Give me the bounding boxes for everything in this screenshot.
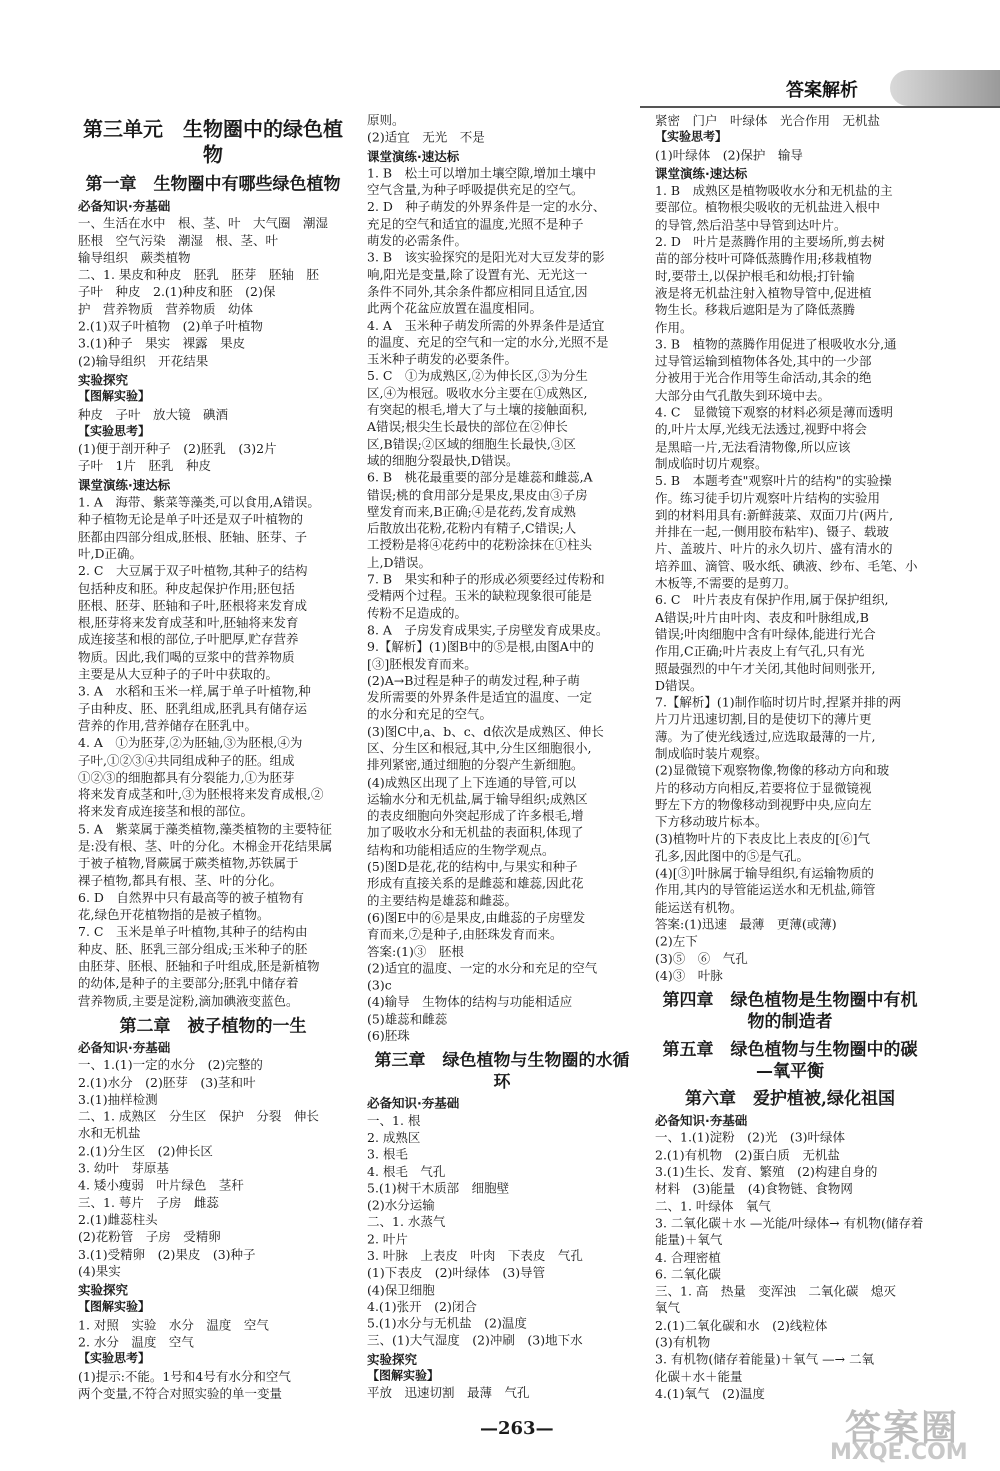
text-line: 片刀片迅速切割,目的是使切下的薄片更 [655, 711, 872, 727]
text-line: (5)图D是花,花的结构中,与果实和种子 [367, 859, 578, 874]
text-line: 种子植物无论是单子叶还是双子叶植物的 [78, 511, 304, 527]
text-line: 9.【解析】(1)图B中的⑤是根,由图A中的 [367, 639, 594, 655]
text-line: 一、生活在水中 根、茎、叶 大气圈 潮湿 [78, 215, 329, 231]
text-line: 野左下方的物像移动到视野中央,应向左 [655, 797, 872, 813]
text-line: 一、1. 根 [367, 1113, 421, 1128]
text-line: A错误;叶片由叶肉、表皮和叶脉组成,B [655, 609, 869, 625]
text-line: 的温度、充足的空气和一定的水分,光照不是 [367, 334, 609, 350]
text-line: 能量)＋氧气 [655, 1232, 723, 1248]
text-line: 培养皿、滴管、吸水纸、碘液、纱布、毛笔、小 [655, 558, 918, 574]
chapter-title: 第三章 绿色植物与生物圈的水循环 [374, 1051, 630, 1093]
text-line: (4)果实 [78, 1263, 121, 1279]
text-line: (1)下表皮 (2)叶绿体 (3)导管 [367, 1265, 546, 1281]
text-line: 6. D 自然界中只有最高等的被子植物有 [78, 890, 304, 905]
text-line: (4)保卫细胞 [367, 1282, 435, 1297]
text-line: 3. 叶脉 上表皮 叶肉 下表皮 气孔 [367, 1248, 583, 1264]
text-line: 2.(1)雌蕊柱头 [78, 1212, 158, 1227]
text-line: 3. 根毛 [367, 1146, 408, 1162]
text-line: 2.(1)二氧化碳和水 (2)线粒体 [655, 1317, 828, 1333]
text-line: 营养物质,主要是淀粉,滴加碘液变蓝色。 [78, 993, 299, 1009]
text-line: 【图解实验】 [78, 1299, 151, 1314]
text-line: 答案:(1)③ 胚根 [367, 943, 464, 959]
text-line: 6. 二氧化碳 [655, 1266, 721, 1282]
text-line: 加了吸收水分和无机盐的表面积,体现了 [367, 825, 584, 841]
chapter-title: 第四章 绿色植物是生物圈中有机物的制造者 [662, 990, 918, 1033]
text-line: (6)图E中的⑥是果皮,由雌蕊的子房壁发 [367, 910, 586, 925]
text-line: 包括种皮和胚。种皮起保护作用;胚包括 [78, 580, 295, 596]
text-line: 苗的部分枝叶可降低蒸腾作用;移栽植物 [655, 251, 872, 267]
text-line: 形成有直接关系的是雌蕊和雄蕊,因此花 [367, 876, 584, 891]
text-line: 4. 矮小瘦弱 叶片绿色 茎秆 [78, 1177, 244, 1193]
text-line: 3. B 植物的蒸腾作用促进了根吸收水分,通 [655, 336, 897, 352]
text-line: 5. A 紫菜属于藻类植物,藻类植物的主要特征 [78, 821, 332, 837]
header-rule [640, 106, 1000, 108]
text-line: 工授粉是将④花药中的花粉涂抹在①柱头 [367, 537, 593, 553]
text-line: 的,叶片太厚,光线无法透过,视野中将会 [655, 422, 867, 437]
chapter-title: 第一章 生物圈中有哪些绿色植物 [85, 174, 341, 195]
text-line: 将来发育成连接茎和根的部位。 [78, 804, 254, 819]
text-line: 营养的作用,营养储存在胚乳中。 [78, 718, 257, 734]
text-line: 两个变量,不符合对照实验的单一变量 [78, 1385, 282, 1401]
text-line: 下方移动玻片标本。 [655, 814, 768, 830]
text-line: 薄。为了使光线透过,应选取最薄的一片, [655, 729, 876, 744]
text-line: 二、1. 水蒸气 [367, 1214, 446, 1230]
text-line: 2. 水分 温度 空气 [78, 1334, 194, 1350]
text-line: 4. C 显微镜下观察的材料必须是薄而透明 [655, 404, 893, 420]
text-line: 3. 有机物(储存着能量)＋氧气 —→ 二氧 [655, 1351, 875, 1367]
text-line: 2. C 大豆属于双子叶植物,其种子的结构 [78, 563, 308, 579]
text-line: 叶,D正确。 [78, 546, 142, 562]
text-line: [③]胚根发育而来。 [367, 656, 477, 671]
text-line: 萌发的必需条件。 [367, 233, 468, 249]
text-line: 6. B 桃花最重要的部分是雄蕊和雌蕊,A [367, 470, 593, 485]
section-heading: 实验探究 [78, 1282, 129, 1298]
column-1 [78, 112, 348, 1402]
text-line: 1. B 松土可以增加土壤空隙,增加土壤中 [367, 165, 597, 181]
text-line: 是黑暗一片,无法看清物像,所以应该 [655, 439, 851, 454]
text-line: (1)叶绿体 (2)保护 输导 [655, 147, 803, 162]
text-line: 4. 根毛 气孔 [367, 1163, 446, 1179]
text-line: 一、1.(1)一定的水分 (2)完整的 [78, 1057, 263, 1073]
text-line: 条件不同外,其余条件都应相同且适宜,因 [367, 284, 588, 299]
text-line: 的主要结构是雄蕊和雌蕊。 [367, 893, 518, 908]
text-line: 【实验思考】 [655, 130, 728, 144]
text-line: 制成临时切片观察。 [655, 456, 768, 471]
text-line: 5. C ①为成熟区,②为伸长区,③为分生 [367, 368, 588, 384]
text-line: 种皮、胚、胚乳三部分组成;玉米种子的胚 [78, 941, 308, 957]
section-heading: 必备知识·夯基础 [78, 1040, 171, 1056]
text-line: 7. B 果实和种子的形成必须要经过传粉和 [367, 571, 605, 587]
text-line: (2)输导组织 开花结果 [78, 353, 209, 369]
text-line: 传粉不足造成的。 [367, 605, 468, 621]
unit-title: 第三单元 生物圈中的绿色植物 [83, 116, 343, 167]
watermark-text: MXQE.COM [830, 1440, 968, 1465]
text-line: 过导管运输到植物体各处,其中的一少部 [655, 353, 872, 369]
text-line: 根,胚芽将来发育成茎和叶,胚轴将来发育 [78, 614, 299, 630]
text-line: 平放 迅速切割 最薄 气孔 [367, 1385, 530, 1401]
text-line: 区,④为根冠。吸收水分主要在①成熟区, [367, 385, 588, 401]
text-line: D错误。 [655, 677, 703, 693]
text-line: 能运送有机物。 [655, 899, 743, 915]
text-line: 育而来,⑦是种子,由胚珠发育而来。 [367, 926, 563, 942]
text-line: 水和无机盐 [78, 1126, 141, 1142]
text-line: 二、1. 叶绿体 氧气 [655, 1198, 771, 1214]
text-line: 排列紧密,通过细胞的分裂产生新细胞。 [367, 757, 584, 773]
section-heading: 必备知识·夯基础 [655, 1113, 748, 1128]
text-line: (1)提示:不能。1号和4号有水分和空气 [78, 1368, 291, 1384]
text-line: 1. B 成熟区是植物吸收水分和无机盐的主 [655, 183, 893, 198]
text-line: 子由种皮、胚、胚乳组成,胚乳具有储存运 [78, 700, 307, 716]
text-line: 花,绿色开花植物指的是被子植物。 [78, 907, 270, 923]
text-line: 【实验思考】 [78, 1351, 151, 1366]
text-line: 物生长。移栽后遮阳是为了降低蒸腾 [655, 302, 856, 318]
text-line: 的幼体,是种子的主要部分;胚乳中储存着 [78, 975, 299, 991]
text-line: 材料 (3)能量 (4)食物链、食物网 [655, 1181, 853, 1197]
text-line: 制成临时装片观察。 [655, 746, 768, 761]
text-line: 2. 叶片 [367, 1231, 408, 1247]
text-line: 3.(1)受精卵 (2)果皮 (3)种子 [78, 1246, 256, 1262]
text-line: 胚根、胚芽、胚轴和子叶,胚根将来发育成 [78, 597, 307, 613]
text-line: (3)有机物 [655, 1334, 711, 1350]
text-line: 响,阳光是变量,除了设置有光、无光这一 [367, 267, 588, 282]
text-line: 紧密 门户 叶绿体 光合作用 无机盐 [655, 112, 881, 128]
text-line: (2)水分运输 [367, 1197, 435, 1213]
section-heading: 实验探究 [78, 372, 129, 388]
text-line: (4)成熟区出现了上下连通的导管,可以 [367, 774, 577, 790]
text-line: 【图解实验】 [78, 389, 151, 404]
text-line: 2. D 叶片是蒸腾作用的主要场所,剪去树 [655, 234, 885, 250]
text-line: (2)花粉管 子房 受精卵 [78, 1229, 221, 1245]
section-heading: 实验探究 [367, 1351, 418, 1367]
text-line: 区,B错误;②区域的细胞生长最快,③区 [367, 436, 576, 452]
text-line: 2.(1)双子叶植物 (2)单子叶植物 [78, 318, 263, 334]
text-line: (2)A→B过程是种子的萌发过程,种子萌 [367, 673, 580, 688]
text-line: (4)③ 叶脉 [655, 967, 723, 983]
text-line: 运输水分和无机盐,属于输导组织;成熟区 [367, 791, 588, 807]
text-line: (3)c [367, 977, 392, 993]
text-line: (2)左下 [655, 933, 698, 949]
text-line: (6)胚珠 [367, 1028, 410, 1044]
text-line: 3. B 该实验探究的是阳光对大豆发芽的影 [367, 250, 605, 265]
text-line: 2. D 种子萌发的外界条件是一定的水分、 [367, 199, 606, 215]
text-line: 此两个花盆应放置在温度相同。 [367, 301, 543, 316]
text-line: (5)雄蕊和雌蕊 [367, 1011, 448, 1027]
header-title: 答案解析 [786, 80, 858, 101]
section-heading: 必备知识·夯基础 [367, 1096, 460, 1111]
text-line: 有突起的根毛,增大了与土壤的接触面积, [367, 402, 588, 418]
text-line: 将来发育成茎和叶,③为胚根将来发育成根,② [78, 786, 324, 802]
text-line: 片、盖玻片、叶片的永久切片、盛有清水的 [655, 541, 893, 557]
chapter-title: 第二章 被子植物的一生 [119, 1016, 307, 1037]
text-line: 4.(1)氧气 (2)温度 [655, 1386, 765, 1401]
text-line: (1)便于剖开种子 (2)胚乳 (3)2片 [78, 441, 277, 457]
text-line: 错误;叶肉细胞中含有叶绿体,能进行光合 [655, 626, 876, 642]
text-line: 胚根 空气污染 潮湿 根、茎、叶 [78, 232, 279, 248]
text-line: 时,要带土,以保护根毛和幼根;打针输 [655, 268, 855, 284]
text-line: 4. A 玉米种子萌发所需的外界条件是适宜 [367, 317, 605, 333]
text-line: 2.(1)有机物 (2)蛋白质 无机盐 [655, 1147, 840, 1163]
text-line: 2. 成熟区 [367, 1130, 421, 1145]
text-line: 4. A ①为胚芽,②为胚轴,③为胚根,④为 [78, 735, 303, 751]
text-line: 胚都由四部分组成,胚根、胚轴、胚芽、子 [78, 529, 307, 544]
text-line: 孔多,因此图中的⑤是气孔。 [655, 848, 809, 864]
text-line: 要部位。植物根尖吸收的无机盐进入根中 [655, 200, 881, 216]
text-line: (2)显微镜下观察物像,物像的移动方向和玻 [655, 763, 890, 778]
text-line: 护 营养物质 营养物质 幼体 [78, 301, 254, 317]
text-line: 4.(1)张开 (2)闭合 [367, 1299, 477, 1314]
text-line: 主要是从大豆种子的子叶中获取的。 [78, 666, 279, 682]
text-line: 3. 幼叶 芽原基 [78, 1160, 169, 1176]
text-line: 区、分生区和根冠,其中,分生区细胞很小, [367, 740, 592, 756]
section-heading: 课堂演练·速达标 [655, 166, 748, 181]
text-line: 是:没有根、茎、叶的分化。木棉金开花结果属 [78, 838, 333, 854]
text-line: 玉米种子萌发的必要条件。 [367, 351, 518, 367]
text-line: 7. C 玉米是单子叶植物,其种子的结构由 [78, 924, 308, 940]
header-badge-icon [890, 70, 1000, 106]
text-line: 1. A 海带、紫菜等藻类,可以食用,A错误。 [78, 494, 320, 510]
text-line: 二、1. 成熟区 分生区 保护 分裂 伸长 [78, 1108, 319, 1124]
text-line: 发所需要的外界条件是适宜的温度、一定 [367, 690, 593, 705]
text-line: 3. 二氧化碳＋水 —光能/叶绿体→ 有机物(储存着 [655, 1215, 924, 1231]
text-line: 作用。 [655, 319, 693, 335]
text-line: 受精两个过程。玉米的缺粒现象很可能是 [367, 588, 593, 604]
section-heading: 课堂演练·速达标 [367, 148, 460, 164]
text-line: 1. 对照 实验 水分 温度 空气 [78, 1317, 269, 1333]
text-line: 照最强烈的中午才关闭,其他时间则张开, [655, 660, 876, 676]
text-line: 3. A 水稻和玉米一样,属于单子叶植物,种 [78, 683, 311, 699]
text-line: 由胚芽、胚根、胚轴和子叶组成,胚是新植物 [78, 958, 320, 974]
text-line: (4)[③]叶脉属于输导组织,有运输物质的 [655, 865, 874, 881]
text-line: 于被子植物,肾蕨属于蕨类植物,苏铁属于 [78, 855, 299, 871]
text-line: 答案:(1)迅速 最薄 更薄(或薄) [655, 916, 837, 932]
text-line: 种皮 子叶 放大镜 碘酒 [78, 406, 229, 422]
text-line: 2.(1)分生区 (2)伸长区 [78, 1143, 213, 1159]
text-line: 作。练习徒手切片观察叶片结构的实验用 [655, 490, 881, 506]
chapter-title: 第六章 爱护植被,绿化祖国 [685, 1089, 895, 1110]
text-line: 裸子植物,都具有根、茎、叶的分化。 [78, 872, 282, 888]
text-line: 并排在一起,一侧用胶布粘牢)、镊子、载玻 [655, 524, 889, 540]
text-line: 三、1. 高 热量 变浑浊 二氧化碳 熄灭 [655, 1283, 896, 1299]
text-line: 的表皮细胞向外突起形成了许多根毛,增 [367, 808, 584, 824]
text-line: 空气含量,为种子呼吸提供充足的空气。 [367, 182, 584, 198]
text-line: 大部分由气孔散失到环境中去。 [655, 387, 831, 403]
text-line: 物质。因此,我们喝的豆浆中的营养物质 [78, 649, 295, 665]
text-line: 【实验思考】 [78, 423, 151, 438]
text-line: 6. C 叶片表皮有保护作用,属于保护组织, [655, 592, 889, 608]
text-line: 原则。 [367, 112, 405, 128]
text-line: 5.(1)水分与无机盐 (2)温度 [367, 1316, 527, 1331]
chapter-title: 第五章 绿色植物与生物圈中的碳—氧平衡 [662, 1040, 918, 1082]
text-line: 片的移动方向相反,若要将位于显微镜视 [655, 780, 872, 796]
text-line: 作用,其内的导管能运送水和无机盐,筛管 [655, 882, 876, 898]
text-line: (3)⑤ ⑥ 气孔 [655, 950, 748, 966]
text-line: 【图解实验】 [367, 1368, 440, 1383]
text-line: (2)适宜的温度、一定的水分和充足的空气 [367, 960, 598, 976]
text-line: 氧气 [655, 1300, 681, 1316]
text-line: 4. 合理密植 [655, 1249, 721, 1265]
text-line: 到的材料用具有:新鲜菠菜、双面刀片(两片, [655, 507, 894, 523]
text-line: 后散放出花粉,花粉内有精子,C错误;人 [367, 520, 577, 536]
text-line: ①②③的细胞都具有分裂能力,①为胚芽 [78, 769, 295, 785]
page-number: —263— [480, 1418, 554, 1439]
text-line: 子叶 种皮 2.(1)种皮和胚 (2)保 [78, 284, 276, 300]
text-line: 作用,C正确;叶片表皮上有气孔,只有光 [655, 643, 865, 659]
text-line: 木板等,不需要的是剪刀。 [655, 575, 797, 591]
section-heading: 课堂演练·速达标 [78, 477, 171, 493]
text-line: 一、1.(1)淀粉 (2)光 (3)叶绿体 [655, 1130, 846, 1145]
text-line: 壁发育而来,B正确;④是花药,发育成熟 [367, 504, 576, 519]
text-line: 输导组织 蕨类植物 [78, 250, 191, 265]
section-heading: 必备知识·夯基础 [78, 198, 171, 214]
text-line: 子叶,①②③④共同组成种子的胚。组成 [78, 752, 295, 768]
text-line: 5. B 本题考查"观察叶片的结构"的实验操 [655, 473, 892, 488]
text-line: 域的细胞分裂最快,D错误。 [367, 453, 519, 468]
text-line: 错误;桃的食用部分是果皮,果皮由③子房 [367, 487, 588, 502]
text-line: 上,D错误。 [367, 554, 431, 570]
text-line: 充足的空气和适宜的温度,光照不是种子 [367, 216, 584, 232]
text-line: 结构和功能相适应的生物学观点。 [367, 842, 555, 858]
text-line: 7.【解析】(1)制作临时切片时,捏紧并排的两 [655, 694, 902, 710]
text-line: 子叶 1片 胚乳 种皮 [78, 458, 211, 474]
text-line: 分被用于光合作用等生命活动,其余的绝 [655, 370, 872, 386]
text-line: 3.(1)抽样检测 [78, 1091, 158, 1107]
text-line: 2.(1)水分 (2)胚芽 (3)茎和叶 [78, 1074, 256, 1090]
text-line: A错误;根尖生长最快的部位在②伸长 [367, 419, 568, 435]
text-line: 的水分和充足的空气。 [367, 707, 493, 722]
watermark-logo: 答案圈 [845, 1408, 960, 1449]
column-2 [367, 112, 637, 1402]
text-line: 3.(1)生长、发育、繁殖 (2)构建自身的 [655, 1164, 878, 1180]
text-line: 液是将无机盐注射入植物导管中,促进植 [655, 285, 872, 301]
text-line: 5.(1)树干木质部 细胞壁 [367, 1180, 510, 1196]
text-line: 8. A 子房发育成果实,子房壁发育成果皮。 [367, 622, 609, 638]
text-line: 化碳＋水＋能量 [655, 1369, 743, 1384]
column-3 [655, 112, 925, 1402]
text-line: (3)图C中,a、b、c、d依次是成熟区、伸长 [367, 723, 604, 739]
text-line: (4)输导 生物体的结构与功能相适应 [367, 994, 573, 1010]
text-line: 成连接茎和根的部位,子叶肥厚,贮存营养 [78, 632, 299, 648]
text-line: 三、1. 萼片 子房 雌蕊 [78, 1194, 219, 1210]
text-line: (3)植物叶片的下表皮比上表皮的[⑥]气 [655, 831, 870, 847]
text-line: 的导管,然后沿茎中导管到达叶片。 [655, 217, 847, 233]
text-line: 3.(1)种子 果实 裸露 果皮 [78, 335, 246, 351]
text-line: 三、(1)大气湿度 (2)冲刷 (3)地下水 [367, 1333, 583, 1348]
text-line: (2)适宜 无光 不是 [367, 129, 485, 145]
text-line: 二、1. 果皮和种皮 胚乳 胚芽 胚轴 胚 [78, 267, 319, 283]
